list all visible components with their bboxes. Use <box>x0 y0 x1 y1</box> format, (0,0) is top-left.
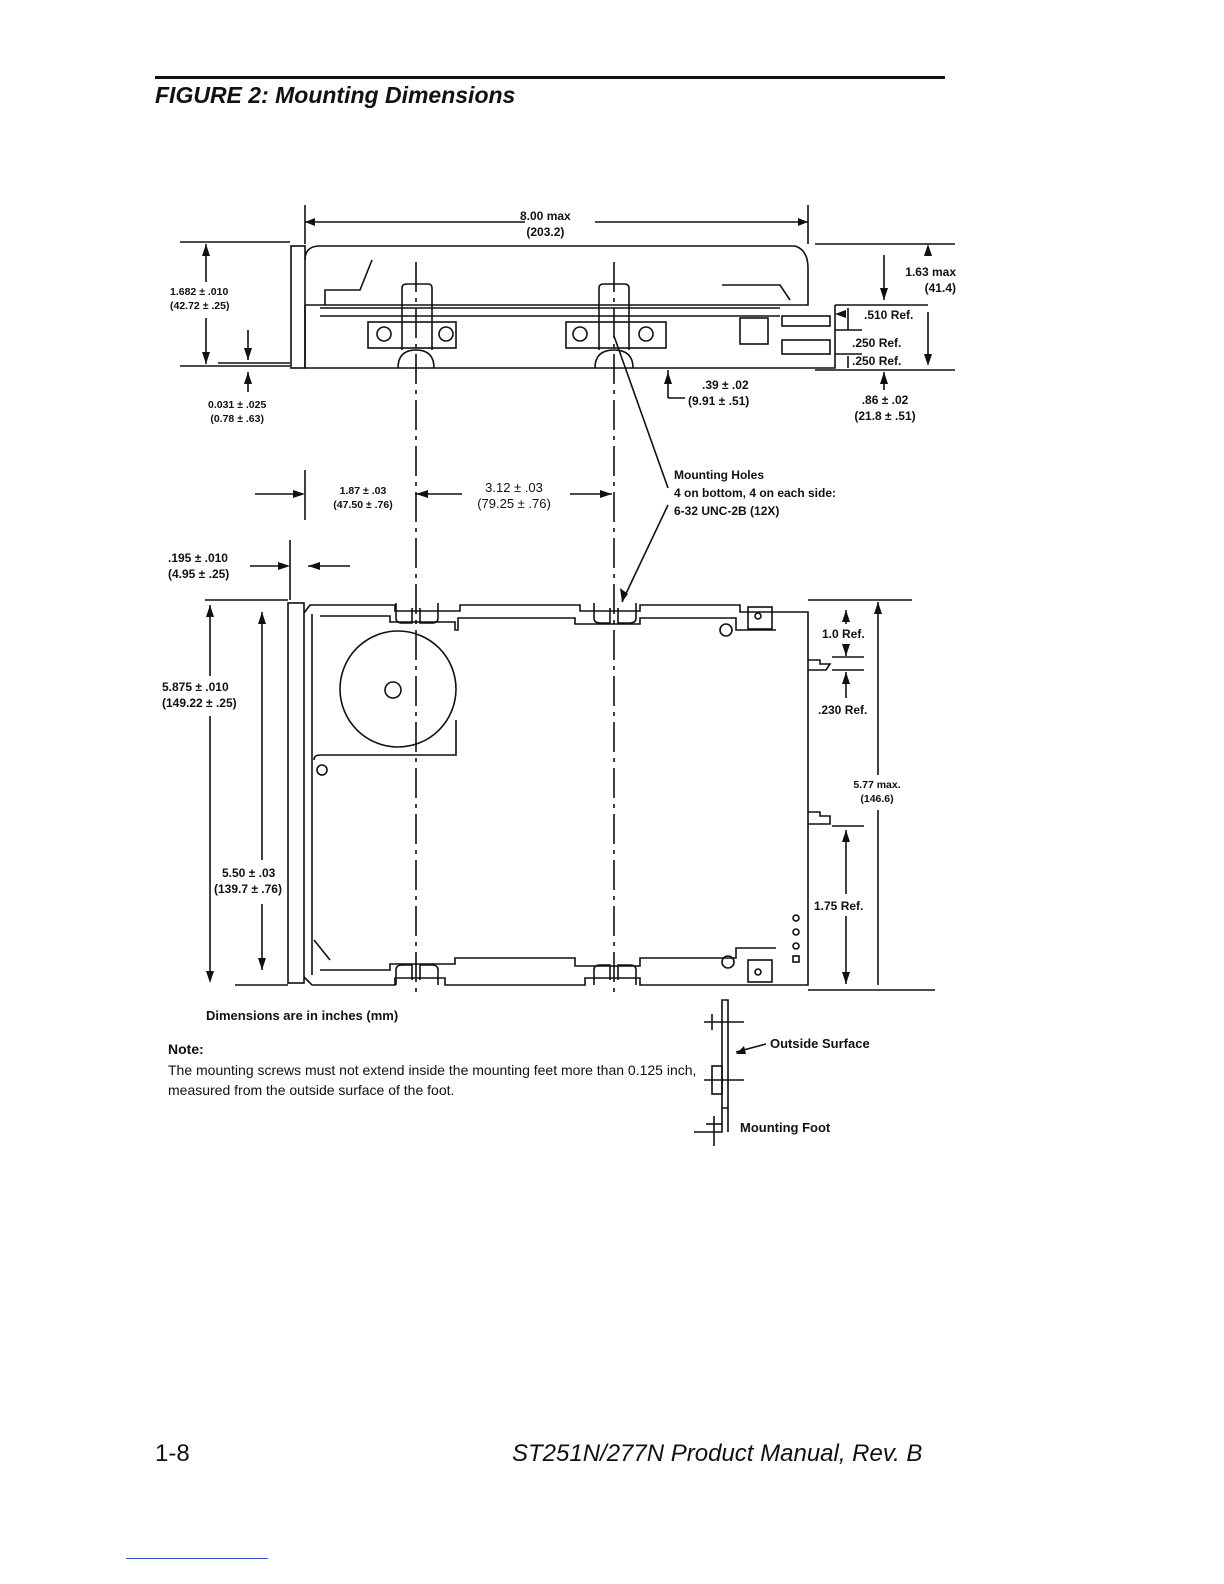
manual-title: ST251N/277N Product Manual, Rev. B <box>512 1440 923 1467</box>
ref-1-75-label: 1.75 Ref. <box>814 899 864 913</box>
ref-250-b-label: .250 Ref. <box>852 354 902 368</box>
note-body: The mounting screws must not extend inside the mounting feet more than 0.125 inch, measured from the outside surface of the foot. <box>168 1062 697 1098</box>
max-height-label: 1.63 max (41.4) <box>905 265 956 295</box>
ref-1-0-label: 1.0 Ref. <box>822 627 865 641</box>
left-hole-offset-label: 1.87 ± .03 (47.50 ± .76) <box>333 485 393 511</box>
depth-label: .86 ± .02 (21.8 ± .51) <box>854 393 916 423</box>
bottom-view-outline <box>288 603 830 985</box>
mounting-foot-label: Mounting Foot <box>740 1120 831 1135</box>
max-width-label: 5.77 max. (146.6) <box>853 779 901 805</box>
units-note: Dimensions are in inches (mm) <box>206 1008 399 1023</box>
outside-surface-label: Outside Surface <box>770 1036 870 1051</box>
ref-510-label: .510 Ref. <box>864 308 914 322</box>
edge-offset-label: .195 ± .010 (4.95 ± .25) <box>168 551 230 581</box>
ref-250-a-label: .250 Ref. <box>852 336 902 350</box>
hole-offset-label: .39 ± .02 (9.91 ± .51) <box>688 378 750 408</box>
overall-length-label: 8.00 max (203.2) <box>520 209 571 239</box>
mounting-holes-callout: Mounting Holes 4 on bottom, 4 on each side: 6-32 UNC-2B (12X) <box>674 468 837 518</box>
side-view-outline <box>291 246 835 368</box>
overall-width-label: 5.875 ± .010 (149.22 ± .25) <box>162 680 237 710</box>
side-height-label: 1.682 ± .010 (42.72 ± .25) <box>170 286 230 312</box>
ref-230-label: .230 Ref. <box>818 703 868 717</box>
figure-title: FIGURE 2: Mounting Dimensions <box>155 82 516 108</box>
inner-width-label: 5.50 ± .03 (139.7 ± .76) <box>214 866 282 896</box>
side-offset-label: 0.031 ± .025 (0.78 ± .63) <box>208 399 267 425</box>
note-heading: Note: <box>168 1041 204 1057</box>
link-underline <box>126 1558 268 1559</box>
hole-spacing-label: 3.12 ± .03 (79.25 ± .76) <box>477 480 551 511</box>
page-number: 1-8 <box>155 1440 190 1467</box>
